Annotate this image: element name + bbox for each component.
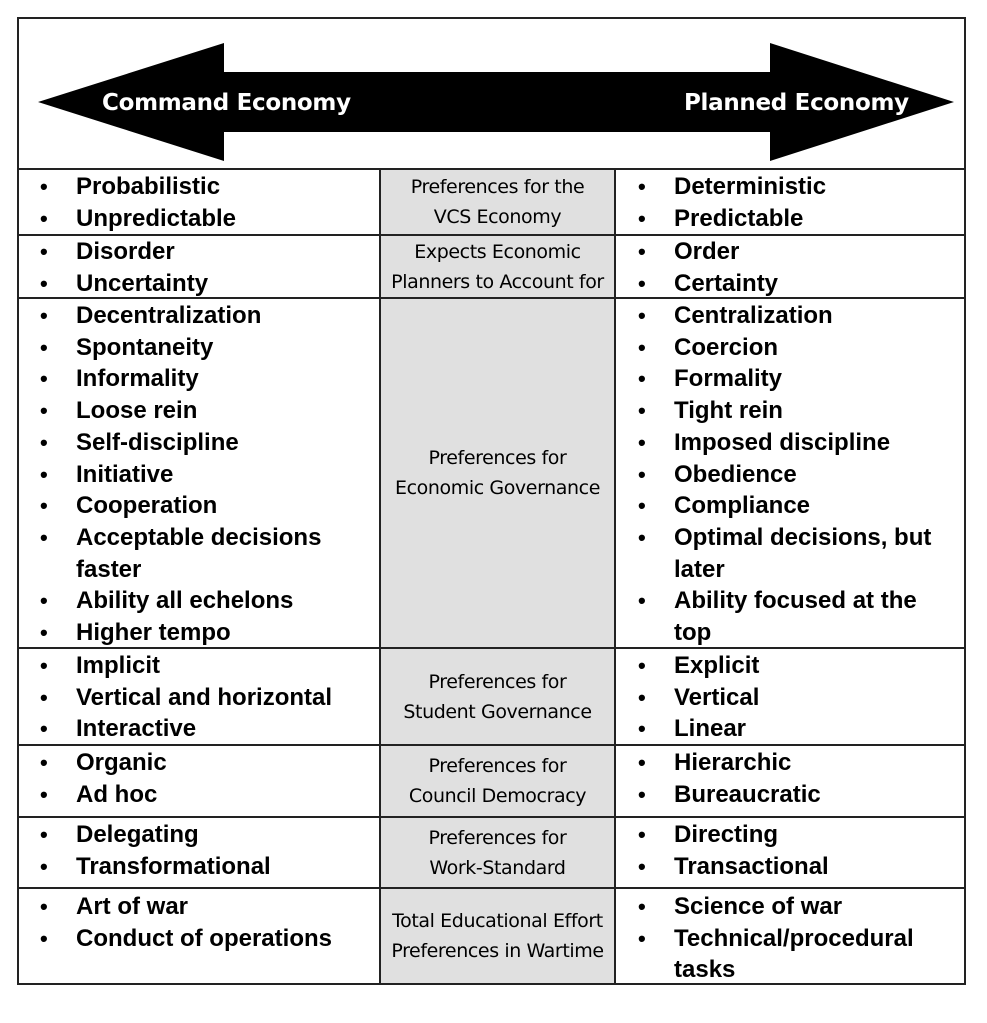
list-item: • Deterministic	[638, 171, 958, 203]
list-item: • Disorder	[40, 236, 370, 268]
right-list	[638, 747, 958, 810]
left-list	[40, 171, 370, 234]
left-list	[40, 747, 370, 810]
middle-cell: Preferences for Economic Governance	[381, 299, 614, 647]
list-item: • Probabilistic	[40, 171, 370, 203]
list-item: • Conduct of operations	[40, 923, 370, 955]
list-item: • Linear	[638, 713, 958, 745]
list-item: • Ad hoc	[40, 779, 370, 811]
right-list	[638, 171, 958, 234]
list-item: • Transactional	[638, 851, 958, 883]
left-list	[40, 891, 370, 954]
list-item: • Directing	[638, 819, 958, 851]
middle-cell: Preferences for the VCS Economy	[381, 170, 614, 234]
list-item: • Coercion	[638, 332, 958, 364]
list-item: • Explicit	[638, 650, 958, 682]
list-item: • Self-discipline	[40, 427, 370, 459]
row-divider	[17, 887, 966, 889]
list-item: • Bureaucratic	[638, 779, 958, 811]
right-list	[638, 236, 958, 299]
list-item: • Imposed discipline	[638, 427, 958, 459]
list-item: • Uncertainty	[40, 268, 370, 300]
double-arrow-icon	[0, 0, 987, 170]
middle-cell: Total Educational Effort Preferences in Wartime	[381, 889, 614, 983]
list-item: • Interactive	[40, 713, 370, 745]
right-list	[638, 650, 958, 745]
column-divider	[379, 168, 381, 985]
list-item: • Science of war	[638, 891, 958, 923]
list-item: • Ability all echelons	[40, 585, 370, 617]
list-item: • Implicit	[40, 650, 370, 682]
list-item: • Delegating	[40, 819, 370, 851]
left-list	[40, 819, 370, 882]
list-item: • Centralization	[638, 300, 958, 332]
left-list	[40, 300, 370, 649]
right-list	[638, 300, 958, 649]
list-item: • Informality	[40, 363, 370, 395]
list-item: • Certainty	[638, 268, 958, 300]
list-item: • Initiative	[40, 459, 370, 491]
left-list	[40, 236, 370, 299]
arrow-left-label: Command Economy	[102, 90, 351, 116]
right-list	[638, 819, 958, 882]
column-divider	[614, 168, 616, 985]
list-item: • Transformational	[40, 851, 370, 883]
list-item: • Decentralization	[40, 300, 370, 332]
row-divider	[17, 816, 966, 818]
list-item: • Higher tempo	[40, 617, 370, 649]
list-item: • Vertical	[638, 682, 958, 714]
middle-cell: Preferences for Work-Standard	[381, 818, 614, 887]
list-item: • Acceptable decisions faster	[40, 522, 370, 585]
middle-cell: Preferences for Council Democracy	[381, 746, 614, 816]
middle-cell: Expects Economic Planners to Account for	[381, 236, 614, 297]
list-item: • Loose rein	[40, 395, 370, 427]
list-item: • Cooperation	[40, 490, 370, 522]
list-item: • Tight rein	[638, 395, 958, 427]
middle-cell: Preferences for Student Governance	[381, 649, 614, 744]
row-divider	[17, 168, 966, 170]
list-item: • Unpredictable	[40, 203, 370, 235]
list-item: • Vertical and horizontal	[40, 682, 370, 714]
list-item: • Order	[638, 236, 958, 268]
arrow-right-label: Planned Economy	[684, 90, 909, 116]
list-item: • Hierarchic	[638, 747, 958, 779]
list-item: • Spontaneity	[40, 332, 370, 364]
list-item: • Compliance	[638, 490, 958, 522]
list-item: • Organic	[40, 747, 370, 779]
list-item: • Ability focused at the top	[638, 585, 958, 648]
list-item: • Optimal decisions, but later	[638, 522, 958, 585]
list-item: • Predictable	[638, 203, 958, 235]
list-item: • Art of war	[40, 891, 370, 923]
list-item: • Technical/procedural tasks	[638, 923, 958, 986]
list-item: • Formality	[638, 363, 958, 395]
left-list	[40, 650, 370, 745]
right-list	[638, 891, 958, 986]
list-item: • Obedience	[638, 459, 958, 491]
